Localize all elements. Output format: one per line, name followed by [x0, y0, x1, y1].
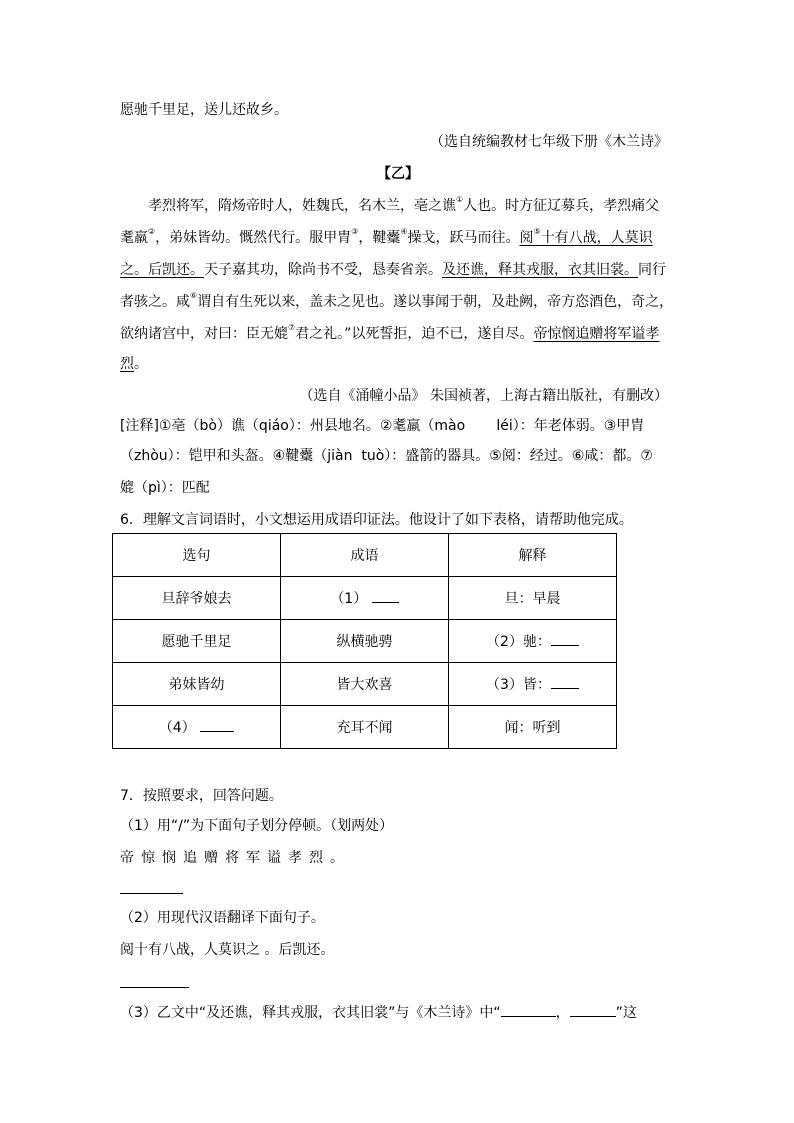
annotation-line-2: （zhòu）：铠甲和头盔。④鞬櫜（jiàn tuò）：盛箭的器具。⑤阅：经过。⑥咸：都。⑦: [120, 448, 653, 464]
table-row: [113, 706, 617, 749]
question-6-prompt: 6．理解文言词语时，小文想运用成语印证法。他设计了如下表格，请帮助他完成。: [120, 512, 633, 528]
passage-line-1: 孝烈将军，隋炀帝时人，姓魏氏，名木兰，亳之谯①人也。时方征辽募兵，孝烈痛父: [148, 195, 660, 214]
table-row: [113, 577, 617, 620]
table-cell[interactable]: （4）: [113, 706, 281, 749]
table-row: [113, 663, 617, 706]
question-7-part-2: （2）用现代汉语翻译下面句子。: [120, 910, 325, 926]
table-cell: 愿驰千里足: [113, 620, 281, 663]
answer-line-2[interactable]: [120, 987, 189, 988]
answer-blank-4[interactable]: [200, 717, 234, 732]
answer-blank-6[interactable]: [570, 1002, 616, 1017]
passage-line-5: 欲纳诸宫中，对曰：臣无媲⑦君之礼。”以死誓拒，迫不已，遂自尽。帝惊悯追赠将军谥孝: [120, 323, 660, 342]
idiom-table: [112, 533, 617, 749]
question-7-part-3: （3）乙文中“及还谯，释其戎服，衣其旧裳”与《木兰诗》中“ ， ”这: [120, 1002, 637, 1023]
table-cell: 闻：听到: [449, 706, 617, 749]
answer-line-1[interactable]: [120, 893, 183, 894]
passage-line-2: 耄羸②，弟妹皆幼。慨然代行。服甲胄③，鞬櫜④操戈，跃马而往。阅⑤十有八战，人莫识: [120, 227, 653, 246]
passage-line-4: 者骇之。咸⑥谓自有生死以来，盖未之见也。遂以事闻于朝，及赴阙，帝方恣酒色，奇之，: [120, 291, 674, 310]
question-7-sentence-1: 帝惊悯追赠将军谥孝烈。: [120, 850, 351, 866]
table-cell: 皆大欢喜: [281, 663, 449, 706]
table-cell: 弟妹皆幼: [113, 663, 281, 706]
table-header-row: [113, 534, 617, 577]
annotation-line-3: 媲（pì）：匹配: [120, 480, 210, 496]
table-cell: 旦：早晨: [449, 577, 617, 620]
table-cell: 纵横驰骋: [281, 620, 449, 663]
question-7-prompt: 7．按照要求，回答问题。: [120, 788, 283, 804]
question-7-sentence-2: 阅十有八战，人莫识之 。后凯还。: [120, 942, 335, 958]
passage-line-6: 烈。: [120, 356, 148, 372]
table-header-cell: 解释: [449, 534, 617, 577]
table-header-cell: 选句: [113, 534, 281, 577]
table-cell[interactable]: （1）: [281, 577, 449, 620]
table-row: [113, 620, 617, 663]
annotation-line-1: [注释]①亳（bò）谯（qiáo）：州县地名。②耄羸（mào léi）：年老体弱。③甲胄: [120, 418, 645, 434]
answer-blank-2[interactable]: [551, 631, 579, 646]
section-heading-yi: 【乙】: [377, 166, 419, 182]
poem-line: 愿驰千里足，送儿还故乡。: [120, 102, 288, 118]
table-cell: 充耳不闻: [281, 706, 449, 749]
passage-line-3: 之。后凯还。天子嘉其功，除尚书不受，恳奏省亲。及还谯，释其戎服，衣其旧裳。同行: [120, 262, 666, 278]
answer-blank-3[interactable]: [551, 674, 579, 689]
answer-blank-1[interactable]: [372, 588, 399, 603]
table-header-cell: 成语: [281, 534, 449, 577]
table-cell[interactable]: （3）皆：: [449, 663, 617, 706]
question-7-part-1: （1）用“/”为下面句子划分停顿。（划两处）: [120, 818, 394, 834]
table-cell: 旦辞爷娘去: [113, 577, 281, 620]
source-citation-jia: （选自统编教材七年级下册《木兰诗》: [430, 134, 668, 150]
answer-blank-5[interactable]: [501, 1002, 556, 1017]
source-citation-yi: （选自《涌幢小品》 朱国祯著，上海古籍出版社，有删改）: [299, 388, 668, 404]
table-cell[interactable]: （2）驰：: [449, 620, 617, 663]
